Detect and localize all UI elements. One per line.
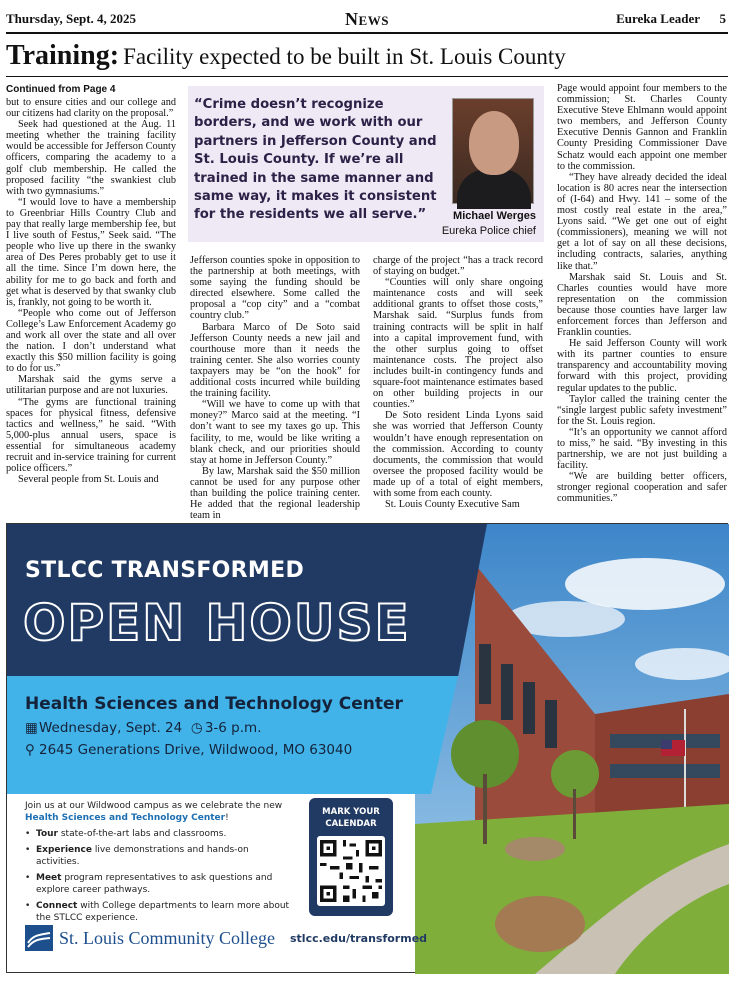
headshot-body [457, 169, 531, 209]
calendar-heading: MARK YOUR CALENDAR [322, 807, 380, 829]
event-venue: Health Sciences and Technology Center [25, 694, 403, 714]
college-logo-mark-icon [25, 925, 53, 951]
paragraph: “We are building better officers, stronger regional cooperation and safer communities.” [557, 471, 727, 505]
calendar-card [309, 798, 393, 916]
bullet-text: state-of-the-art labs and classrooms. [57, 829, 227, 839]
paragraph: St. Louis County Executive Sam [385, 499, 520, 511]
intro-end: ! [225, 813, 229, 823]
intro-text: Join us at our Wildwood campus as we celebrate the new [25, 801, 283, 811]
paragraph: Several people from St. Louis and [18, 474, 159, 486]
paragraph: “The gyms are functional training spaces for physical fitness, defensive tactics and wellness,” he said. “With 5,000-plus annual users, space is essential for simultaneous academy recruit and in-service training for current police officers.” [6, 396, 176, 475]
pull-quote-role: Eureka Police chief [441, 225, 536, 237]
article-column-3 [373, 255, 543, 515]
ad-eyebrow: STLCC TRANSFORMED [25, 558, 305, 583]
pull-quote-name: Michael Werges [453, 210, 536, 222]
page-number: 5 [719, 11, 726, 26]
headline-text: Facility expected to be built in St. Louis County [123, 44, 566, 69]
bullet-keyword: Connect [36, 900, 78, 911]
article-column-4 [557, 83, 727, 513]
qr-code-icon[interactable] [317, 836, 385, 906]
college-name: St. Louis Community College [59, 927, 276, 948]
headshot-face [469, 111, 519, 175]
paragraph: Barbara Marco of De Soto said Jefferson County needs a new jail and courthouse more than it needs the training center. She also worries county taxpayers may be “on the hook” for additional costs incurred while building the training facility. [190, 321, 360, 400]
paragraph: “They have already decided the ideal location is 80 acres near the intersection of (I-64) and Hwy. 141 – some of the most costly real estate in the area,” Lyons said. “We get one out of eight (commissioners), meaning we will not get a lot of say on all these decisions, including contracts, salaries, anything like that.” [557, 171, 727, 272]
headline-kicker: Training: [6, 40, 120, 71]
paper-name: Eureka Leader [616, 11, 700, 26]
paragraph: “I would love to have a membership to Greenbriar Hills Country Club and pay that really large membership fee, but I live south of Festus,” Seek said. “The people who live up there in the swanky area of Des Peres probably get to use it all the time. Since I’m down here, the ability for me to go back and forth and get what is deserved by that swanky club is, frankly, not going to be worth it. [6, 196, 176, 308]
paragraph: Jefferson counties spoke in opposition to the partnership at both meetings, with some saying the funding should be directed elsewhere. Some called the proposal a “cop city” and a “combat country club.” [190, 255, 360, 322]
page-header [6, 8, 728, 34]
article-column-2 [190, 255, 360, 522]
continued-label: Continued from Page 4 [6, 84, 116, 95]
calendar-icon: ▦ [25, 720, 38, 736]
paragraph: Marshak said the gyms serve a utilitarian purpose and are not luxuries. [6, 374, 176, 397]
paragraph: De Soto resident Linda Lyons said she was worried that Jefferson County wouldn’t have enough representation on the commission. According to county documents, the commission that would oversee the proposed facility would be made up of a total of eight members, with some from each county. [373, 410, 543, 499]
ad-title: OPEN HOUSE [23, 594, 411, 652]
paragraph: “It’s an opportunity we cannot afford to miss,” he said. “By investing in this partnership, we are not just building a facility. [557, 426, 727, 472]
article-column-1 [6, 97, 176, 512]
pull-quote-text: “Crime doesn’t recognize borders, and we work with our partners in Jefferson County and St. Louis County. If we’re all trained in the same manner and same way, it makes it consistent for the residents we all serve.” [194, 97, 437, 223]
paragraph: “People who come out of Jefferson College’s Law Enforcement Academy go and work all over the state and all over the nation. I don’t understand what exactly this $50 million facility is going to do for us.” [6, 307, 176, 375]
paragraph: Seek had questioned at the Aug. 11 meeting whether the training facility would be accessible for Jefferson County officers, comparing the academy to a golf club membership. He called the proposed facility “the swankiest club with two gymnasiums.” [6, 119, 176, 197]
paragraph: “Will we have to come up with that money?” Marco said at the meeting. “I don’t want to see my taxes go up. This facility, to me, would be like writing a blank check, and our priorities should stay at home in Jefferson County.” [190, 399, 360, 466]
ad-intro [25, 800, 295, 824]
section-name: News [345, 9, 389, 29]
paragraph: He said Jefferson County will work with its partner counties to ensure transparency and accountability moving forward with this project, providing regular updates to the public. [557, 338, 727, 394]
event-address: 2645 Generations Drive, Wildwood, MO 63040 [39, 742, 353, 758]
pull-quote [188, 86, 544, 242]
issue-date: Thursday, Sept. 4, 2025 [6, 11, 137, 26]
list-item [25, 828, 295, 841]
map-pin-icon: ⚲ [25, 742, 35, 758]
headshot-photo [452, 98, 534, 204]
list-item [25, 900, 295, 925]
list-item [25, 844, 295, 869]
paragraph: By law, Marshak said the $50 million cannot be used for any purpose other than building the police training center. He added that the regional leadership team in [190, 465, 360, 522]
paragraph: Page would appoint four members to the commission; St. Charles County Executive Steve Ehlmann would appoint two members, and Jefferson County Executive Dennis Gannon and Franklin County Presiding Commissioner Dave Schatz would each appoint one member to the commission. [557, 83, 727, 172]
event-time: 3-6 p.m. [204, 720, 262, 736]
clock-icon: ◷ [190, 720, 203, 736]
event-when [25, 720, 262, 736]
paragraph: “Counties will only share ongoing maintenance costs and will seek additional grants to offset those costs,” Marshak said. “Surplus funds from training contracts will be split in half into a capital improvement fund, with the other surplus going to offset maintenance costs. The project also includes built-in contingency funds and square-foot maintenance estimates based on other building projects in our counties.” [373, 277, 543, 411]
paragraph: Taylor called the training center the “single largest public safety investment” for the St. Louis region. [557, 393, 727, 427]
bullet-keyword: Tour [36, 829, 58, 839]
headline [6, 40, 728, 77]
ad-bullets [25, 828, 295, 928]
paragraph: Marshak said St. Louis and St. Charles counties would have more representation on the commission because those counties have larger law enforcement forces than Jefferson and Franklin counties. [557, 271, 727, 339]
college-logo [25, 924, 275, 952]
bullet-text: live demonstrations and hands-on activities. [36, 844, 249, 867]
list-item [25, 872, 295, 897]
event-date: Wednesday, Sept. 24 [39, 720, 183, 736]
bullet-keyword: Experience [36, 844, 92, 855]
intro-link[interactable]: Health Sciences and Technology Center [25, 813, 226, 823]
ad-url[interactable]: stlcc.edu/transformed [290, 932, 428, 945]
bullet-keyword: Meet [36, 872, 62, 883]
open-house-advertisement [6, 523, 728, 973]
paragraph: but to ensure cities and our college and our citizens had clarity on the proposal.” [6, 97, 176, 120]
bullet-text: with College departments to learn more about the STLCC experience. [36, 900, 290, 923]
event-where [25, 742, 352, 758]
paragraph: charge of the project “has a track record of staying on budget.” [373, 255, 543, 278]
bullet-text: program representatives to ask questions and explore career pathways. [36, 872, 273, 895]
